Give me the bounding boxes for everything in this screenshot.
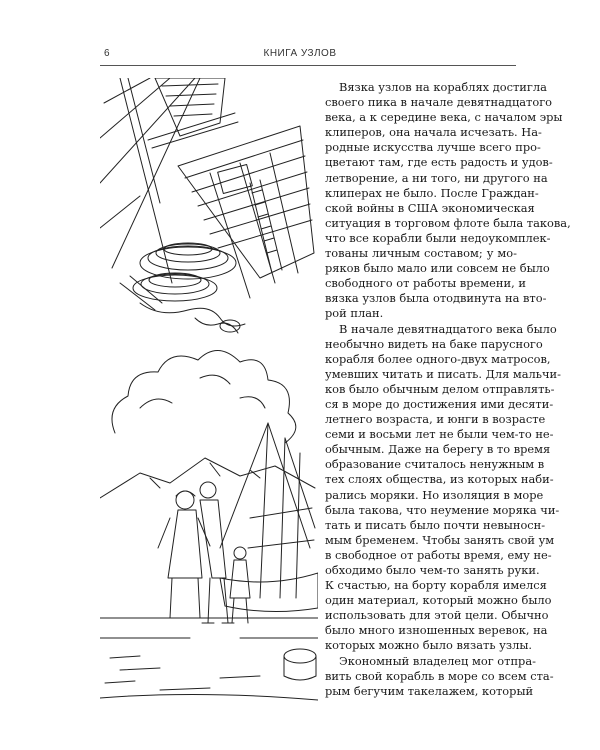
text-line: ской войны в США экономическая [325, 200, 535, 215]
rigging-scene [100, 78, 314, 333]
text-line: образование считалось ненужным в [325, 457, 545, 472]
harbor-scene [100, 350, 318, 700]
paragraph [325, 653, 554, 699]
text-line: один материал, который можно было [325, 593, 552, 608]
text-line: было много изношенных веревок, на [325, 623, 548, 638]
text-line: В начале девятнадцатого века было [339, 321, 557, 336]
text-line: летнего возраста, и юнги в возрасте [325, 412, 546, 427]
text-line: которых можно было вязать узлы. [325, 638, 533, 653]
text-line: обычным. Даже на берегу в то время [325, 442, 551, 457]
text-line: рой план. [325, 306, 384, 321]
paragraph [325, 321, 561, 654]
text-line: родные искусства лучше всего про- [325, 140, 541, 155]
text-line: необычно видеть на баке парусного [325, 336, 543, 351]
page-number: 6 [104, 48, 110, 59]
text-line: умевших читать и писать. Для мальчи- [325, 366, 561, 381]
text-line: ситуация в торговом флоте была такова, [325, 215, 571, 230]
text-line: тованы личным составом; у мо- [325, 246, 517, 261]
text-line: своего пика в начале девятнадцатого [325, 95, 553, 110]
text-line: что все корабли были недоукомплек- [325, 230, 551, 245]
text-line: цветают там, где есть радость и удов- [325, 155, 553, 170]
text-line: ков было обычным делом отправлять- [325, 381, 555, 396]
text-line: тех слоях общества, из которых наби- [325, 472, 554, 487]
text-line: клиперов, она начала исчезать. На- [325, 125, 542, 140]
text-line: летворение, а ни того, ни другого на [325, 170, 548, 185]
text-line: рались моряки. Но изоляция в море [325, 487, 544, 502]
text-line: мым бременем. Чтобы занять свой ум [325, 532, 555, 547]
text-line: ся в море до достижения ими десяти- [325, 396, 554, 411]
ship-and-sailors-illustration [100, 78, 318, 703]
text-line: ряков было мало или совсем не было [325, 261, 550, 276]
text-line: в свободное от работы время, ему не- [325, 547, 552, 562]
text-line: Экономный владелец мог отпра- [339, 653, 536, 668]
paragraph [325, 80, 571, 322]
text-line: свободного от работы времени, и [325, 276, 526, 291]
text-line: семи и восьми лет не были чем-то не- [325, 427, 554, 442]
text-line: вить свой корабль в море со всем ста- [325, 668, 554, 683]
text-line: Вязка узлов на кораблях достигла [339, 80, 547, 94]
text-line: К счастью, на борту корабля имелся [325, 578, 547, 593]
text-line: вязка узлов была отодвинута на вто- [325, 291, 547, 306]
text-line: использовать для этой цели. Обычно [325, 608, 549, 623]
text-line: была такова, что неумение моряка чи- [325, 502, 560, 517]
text-line: рым бегучим такелажем, который [325, 683, 534, 698]
text-line: века, а к середине века, с началом эры [325, 110, 563, 125]
running-head: КНИГА УЗЛОВ [263, 48, 337, 59]
header-rule [100, 65, 516, 66]
body-text [325, 80, 571, 699]
text-line: тать и писать было почти невыносн- [325, 517, 546, 532]
text-line: клиперах не было. После Граждан- [325, 185, 539, 200]
text-line: обходимо было чем-то занять руки. [325, 563, 540, 577]
text-line: корабля более одного-двух матросов, [325, 351, 551, 366]
